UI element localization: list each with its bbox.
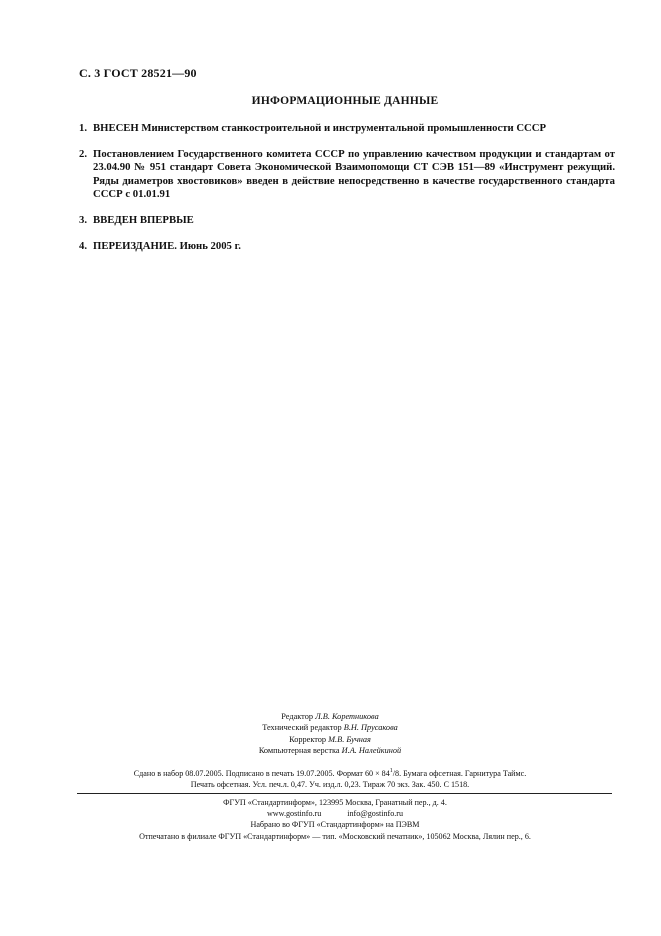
- credit-editor: [150, 711, 510, 722]
- print-info-text: Сдано в набор 08.07.2005. Подписано в печать 19.07.2005. Формат 60 × 84: [133, 769, 390, 778]
- credit-tech-editor: [150, 722, 510, 733]
- info-item-3: [79, 214, 615, 227]
- credit-name: Л.В. Коретникова: [315, 712, 379, 721]
- info-item-2: [79, 148, 615, 201]
- print-info-line-1: [70, 766, 590, 779]
- item-text: ВНЕСЕН Министерством станкостроительной и инструментальной промышленности СССР: [93, 122, 547, 134]
- item-number: 4.: [79, 240, 88, 253]
- running-head: С. 3 ГОСТ 28521—90: [79, 66, 197, 80]
- item-number: 3.: [79, 214, 88, 227]
- divider-line: [77, 793, 612, 794]
- section-title: ИНФОРМАЦИОННЫЕ ДАННЫЕ: [251, 95, 439, 107]
- typeset-note: Набрано во ФГУП «Стандартинформ» на ПЭВМ: [250, 820, 420, 830]
- print-info-text: /8. Бумага офсетная. Гарнитура Таймс.: [392, 769, 527, 778]
- publisher-block: [70, 797, 600, 842]
- format-superscript: 1: [389, 768, 393, 774]
- credit-name: И.А. Налейкиной: [341, 745, 402, 755]
- item-text: ВВЕДЕН ВПЕРВЫЕ: [93, 214, 194, 227]
- info-item-1: [79, 122, 615, 135]
- item-text: ПЕРЕИЗДАНИЕ. Июнь 2005 г.: [93, 240, 241, 253]
- credit-role: Редактор: [281, 712, 313, 721]
- credits-block: [150, 711, 510, 756]
- credit-proofreader: [150, 734, 510, 745]
- credit-name: В.Н. Прусакова: [343, 723, 398, 733]
- info-item-4: [79, 240, 615, 253]
- item-number: 1.: [79, 122, 88, 134]
- publisher-email: info@gostinfo.ru: [347, 809, 404, 819]
- item-number: 2.: [79, 148, 88, 161]
- info-items-list: [79, 122, 615, 266]
- credit-name: М.В. Бучная: [328, 734, 371, 744]
- printed-note: Отпечатано в филиале ФГУП «Стандартинформ» — тип. «Московский печатник», 105062 Москва, Лялин пер., 6.: [139, 831, 531, 841]
- publisher-address: ФГУП «Стандартинформ», 123995 Москва, Гранатный пер., д. 4.: [223, 798, 447, 807]
- publisher-contacts: [70, 808, 600, 819]
- credit-role: Компьютерная верстка: [258, 745, 340, 755]
- print-info: [70, 766, 590, 791]
- credit-layout: [150, 745, 510, 756]
- item-text: Постановлением Государственного комитета СССР по управлению качеством продукции и стандартам от 23.04.90 № 951 стандарт Совета Экономической Взаимопомощи СТ СЭВ 151—89 «Инструмент режущий. Ряды диаметров хвостовиков» введен в действие непосредственно в качестве государственного стандарта СССР с 01.01.91: [93, 148, 615, 200]
- publisher-website: www.gostinfo.ru: [266, 809, 322, 819]
- print-info-line-2: Печать офсетная. Усл. печ.л. 0,47. Уч. изд.л. 0,23. Тираж 70 экз. Зак. 450. С 1518.: [190, 780, 470, 790]
- credit-role: Технический редактор: [262, 723, 342, 733]
- credit-role: Корректор: [289, 734, 327, 744]
